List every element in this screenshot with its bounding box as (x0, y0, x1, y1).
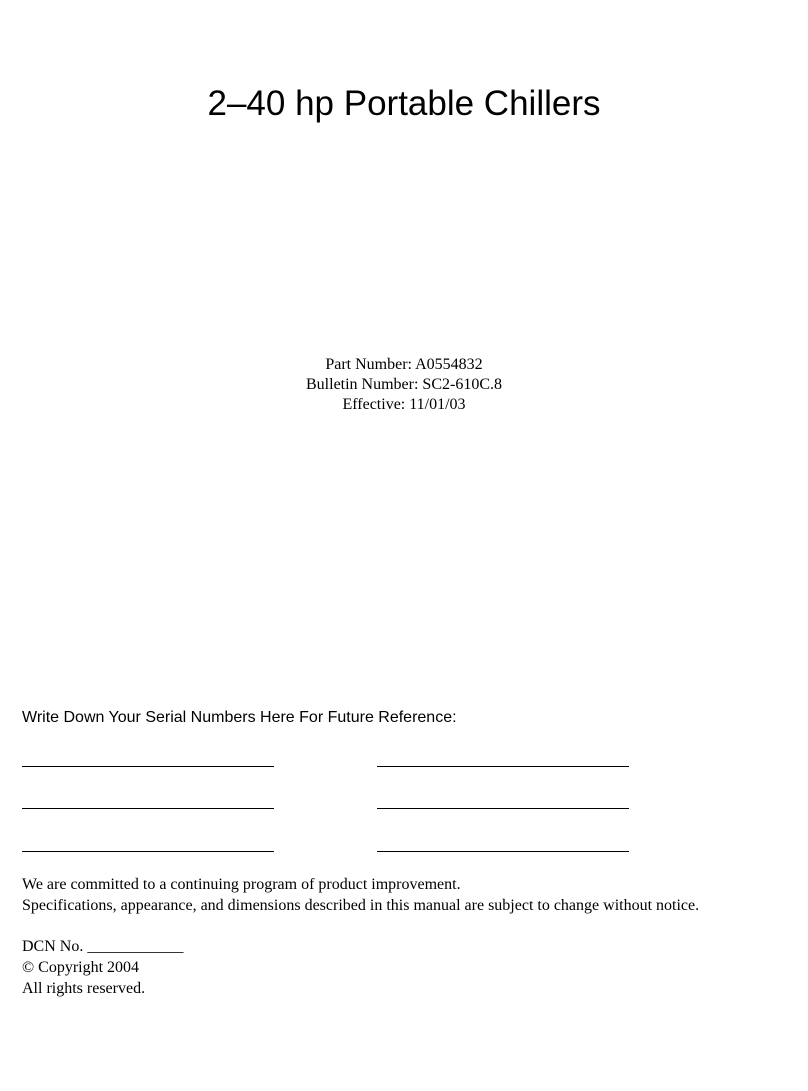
footer-notice (22, 874, 699, 999)
serial-line-left-2 (22, 808, 274, 809)
serial-line-left-3 (22, 851, 274, 852)
serial-line-left-1 (22, 766, 274, 767)
rights-reserved: All rights reserved. (22, 980, 146, 997)
serial-line-right-1 (377, 766, 629, 767)
dcn-number: DCN No. ____________ (22, 938, 184, 955)
serial-numbers-heading: Write Down Your Serial Numbers Here For Future Reference: (22, 709, 457, 726)
copyright: © Copyright 2004 (22, 959, 140, 976)
notice-line-1: We are committed to a continuing program of product improvement. (22, 876, 461, 893)
document-title: 2–40 hp Portable Chillers (207, 84, 601, 123)
bulletin-number: Bulletin Number: SC2-610C.8 (306, 376, 502, 393)
document-meta (0, 355, 808, 415)
serial-line-right-3 (377, 851, 629, 852)
notice-line-2: Specifications, appearance, and dimensions described in this manual are subject to change without notice. (22, 897, 700, 914)
footer-spacer (22, 916, 699, 936)
effective-date: Effective: 11/01/03 (342, 396, 466, 413)
serial-line-right-2 (377, 808, 629, 809)
part-number: Part Number: A0554832 (325, 356, 483, 373)
